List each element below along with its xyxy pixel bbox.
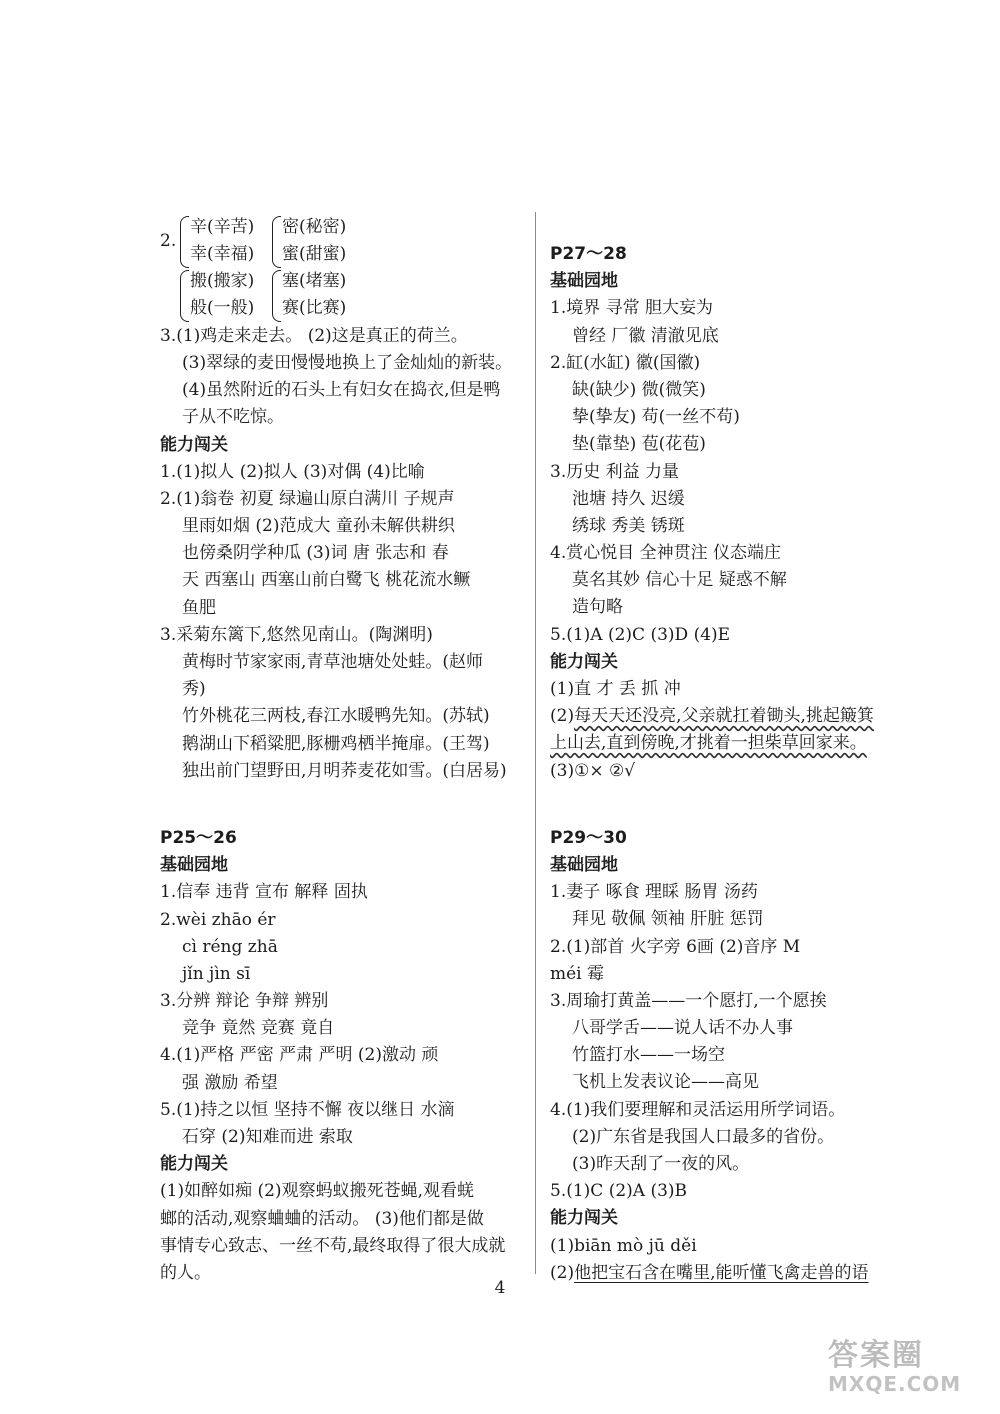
- left-brace-icon: [180, 270, 189, 322]
- answer-line: 垫(靠垫) 苞(花苞): [572, 434, 706, 455]
- watermark-logo: [828, 1330, 978, 1402]
- answer-line: 子从不吃惊。: [182, 407, 284, 428]
- answer-line: 1.信奉 违背 宣布 解释 固执: [160, 882, 368, 903]
- q2-r1c2: 密(秘密): [282, 217, 347, 237]
- section-heading: 能力闯关: [550, 651, 618, 672]
- answer-line: 池塘 持久 迟缓: [572, 488, 685, 509]
- spacer: [550, 214, 905, 241]
- spacer: [160, 785, 522, 812]
- q2-r4c2: 赛(比赛): [282, 298, 347, 319]
- page-range-title: P27～28: [550, 244, 627, 264]
- section-heading: 基础园地: [160, 855, 228, 876]
- q2-r4c1: 般(一般): [190, 298, 255, 319]
- answer-line: 5.(1)持之以恒 坚持不懈 夜以继日 水滴: [160, 1099, 455, 1120]
- answer-line: 黄梅时节家家雨,青草池塘处处蛙。(赵师: [182, 652, 484, 673]
- answer-line: 八哥学舌——说人话不办人事: [572, 1018, 793, 1039]
- answer-line: [550, 1260, 905, 1287]
- q2-label: 2.: [160, 231, 177, 251]
- section-heading: 基础园地: [550, 271, 618, 292]
- answer-line: 绣球 秀美 锈斑: [572, 515, 685, 536]
- answer-line: (1)如醉如痴 (2)观察蚂蚁搬死苍蝇,观看蜣: [160, 1181, 474, 1202]
- answer-line: 飞机上发表议论——高见: [572, 1072, 759, 1093]
- answer-line: 强 激励 希望: [182, 1072, 278, 1093]
- answer-line: 3.历史 利益 力量: [550, 461, 680, 482]
- page-range-title: P25～26: [160, 827, 237, 848]
- answer-line: 鹅湖山下稻粱肥,豚栅鸡栖半掩扉。(王驾): [182, 733, 490, 754]
- watermark-line2: MXQE.COM: [828, 1372, 962, 1396]
- answer-line: 秀): [182, 679, 206, 700]
- answer-line: 里雨如烟 (2)范成大 童孙未解供耕织: [182, 516, 455, 537]
- answer-line: (2)广东省是我国人口最多的省份。: [572, 1126, 835, 1147]
- left-brace-icon: [180, 216, 189, 268]
- answer-line: 5.(1)C (2)A (3)B: [550, 1181, 688, 1202]
- wavy-underlined-sentence: 每天天还没亮,父亲就扛着锄头,挑起簸箕: [574, 706, 874, 727]
- answer-line: 莫名其妙 信心十足 疑惑不解: [572, 570, 787, 591]
- answer-line: 也傍桑阴学种瓜 (3)词 唐 张志和 春: [182, 543, 449, 564]
- page-number: 4: [494, 1278, 506, 1298]
- answer-line: 3.周瑜打黄盖——一个愿打,一个愿挨: [550, 990, 827, 1011]
- answer-line: 4.赏心悦目 全神贯注 仪态端庄: [550, 543, 782, 564]
- answer-line: 竞争 竟然 竞赛 竟自: [182, 1018, 335, 1039]
- spacer: [550, 785, 905, 812]
- section-heading: 能力闯关: [550, 1208, 618, 1229]
- q2-r2c2: 蜜(甜蜜): [282, 244, 347, 264]
- answer-line: [550, 703, 905, 730]
- q2-r1c1: 辛(辛苦): [190, 217, 255, 237]
- answer-line: 竹外桃花三两枝,春江水暖鸭先知。(苏轼): [182, 706, 490, 727]
- watermark-line1: 答案圈: [828, 1338, 924, 1373]
- answer-line: 的人。: [160, 1262, 211, 1283]
- answer-line: 2.(1)翁卷 初夏 绿遍山原白满川 子规声: [160, 488, 455, 509]
- answer-line: 5.(1)A (2)C (3)D (4)E: [550, 624, 731, 645]
- q2-r3c2: 塞(堵塞): [282, 271, 347, 292]
- q2-group-2: [160, 268, 522, 322]
- answer-line: 竹篮打水——一场空: [572, 1045, 725, 1066]
- column-divider: [535, 212, 536, 1274]
- q2-r2c1: 幸(幸福): [190, 244, 255, 264]
- answer-line: 1.(1)拟人 (2)拟人 (3)对偶 (4)比喻: [160, 461, 425, 482]
- answer-line: (1)biān mò jū děi: [550, 1235, 697, 1256]
- section-heading: 能力闯关: [160, 434, 228, 455]
- answer-line: 挚(挚友) 苟(一丝不苟): [572, 407, 740, 428]
- answer-line: 石穿 (2)知难而进 索取: [182, 1127, 353, 1148]
- answer-line: 3.分辨 辩论 争辩 辨别: [160, 991, 329, 1012]
- q2-group-1: [160, 214, 522, 268]
- q2-r3c1: 搬(搬家): [190, 271, 255, 292]
- answer-line: (3)翠绿的麦田慢慢地换上了金灿灿的新装。: [182, 352, 513, 373]
- item-number: (2): [550, 706, 575, 727]
- left-column: [160, 214, 522, 1287]
- section-heading: 能力闯关: [160, 1154, 228, 1175]
- answer-line: 独出前门望野田,月明荞麦花如雪。(白居易): [182, 760, 507, 781]
- answer-line: 拜见 敬佩 领袖 肝脏 惩罚: [572, 909, 764, 930]
- answer-line: 缺(缺少) 微(微笑): [572, 379, 706, 400]
- answer-line: cì réng zhā: [182, 936, 278, 957]
- answer-line: 4.(1)严格 严密 严肃 严明 (2)激动 顽: [160, 1045, 439, 1066]
- answer-line: (1)直 才 丢 抓 冲: [550, 679, 681, 699]
- answer-line: 2.(1)部首 火字旁 6画 (2)音序 M: [550, 936, 801, 957]
- item-number: (2): [550, 1262, 575, 1283]
- answer-line: 1.境界 寻常 胆大妄为: [550, 298, 714, 319]
- answer-line: 曾经 厂徽 清澈见底: [572, 325, 719, 346]
- answer-line: 2.wèi zhāo ér: [160, 909, 276, 930]
- answer-line: 鱼肥: [182, 597, 216, 618]
- page-range-title: P29～30: [550, 827, 627, 848]
- answer-line: méi 霉: [550, 963, 605, 984]
- answer-line: (3)昨天刮了一夜的风。: [572, 1154, 750, 1174]
- answer-line: 造句略: [572, 597, 623, 618]
- answer-line: 4.(1)我们要理解和灵活运用所学词语。: [550, 1099, 846, 1120]
- section-heading: 基础园地: [550, 854, 618, 875]
- right-column: [550, 214, 905, 1287]
- answer-line: jǐn jìn sī: [182, 963, 251, 984]
- answer-line: 3.采菊东篱下,悠然见南山。(陶渊明): [160, 624, 433, 645]
- answer-line: 天 西塞山 西塞山前白鹭飞 桃花流水鳜: [182, 570, 471, 591]
- spacer: [550, 812, 905, 825]
- answer-line: (3)①× ②√: [550, 760, 636, 781]
- answer-line: 螂的活动,观察蛐蛐的活动。 (3)他们都是做: [160, 1208, 484, 1229]
- wavy-underlined-sentence: 上山去,直到傍晚,才挑着一担柴草回家来。: [550, 733, 867, 754]
- answer-line: 2.缸(水缸) 徽(国徽): [550, 352, 701, 373]
- answer-line: 1.妻子 啄食 理睬 肠胃 汤药: [550, 882, 758, 903]
- left-brace-icon: [272, 216, 281, 268]
- underlined-sentence: 他把宝石含在嘴里,能听懂飞禽走兽的语: [574, 1262, 869, 1283]
- answer-line: 事情专心致志、一丝不苟,最终取得了很大成就: [160, 1235, 506, 1256]
- spacer: [160, 812, 522, 825]
- answer-line: 3.(1)鸡走来走去。 (2)这是真正的荷兰。: [160, 325, 468, 346]
- left-brace-icon: [272, 270, 281, 322]
- answer-line: (4)虽然附近的石头上有妇女在捣衣,但是鸭: [182, 380, 501, 401]
